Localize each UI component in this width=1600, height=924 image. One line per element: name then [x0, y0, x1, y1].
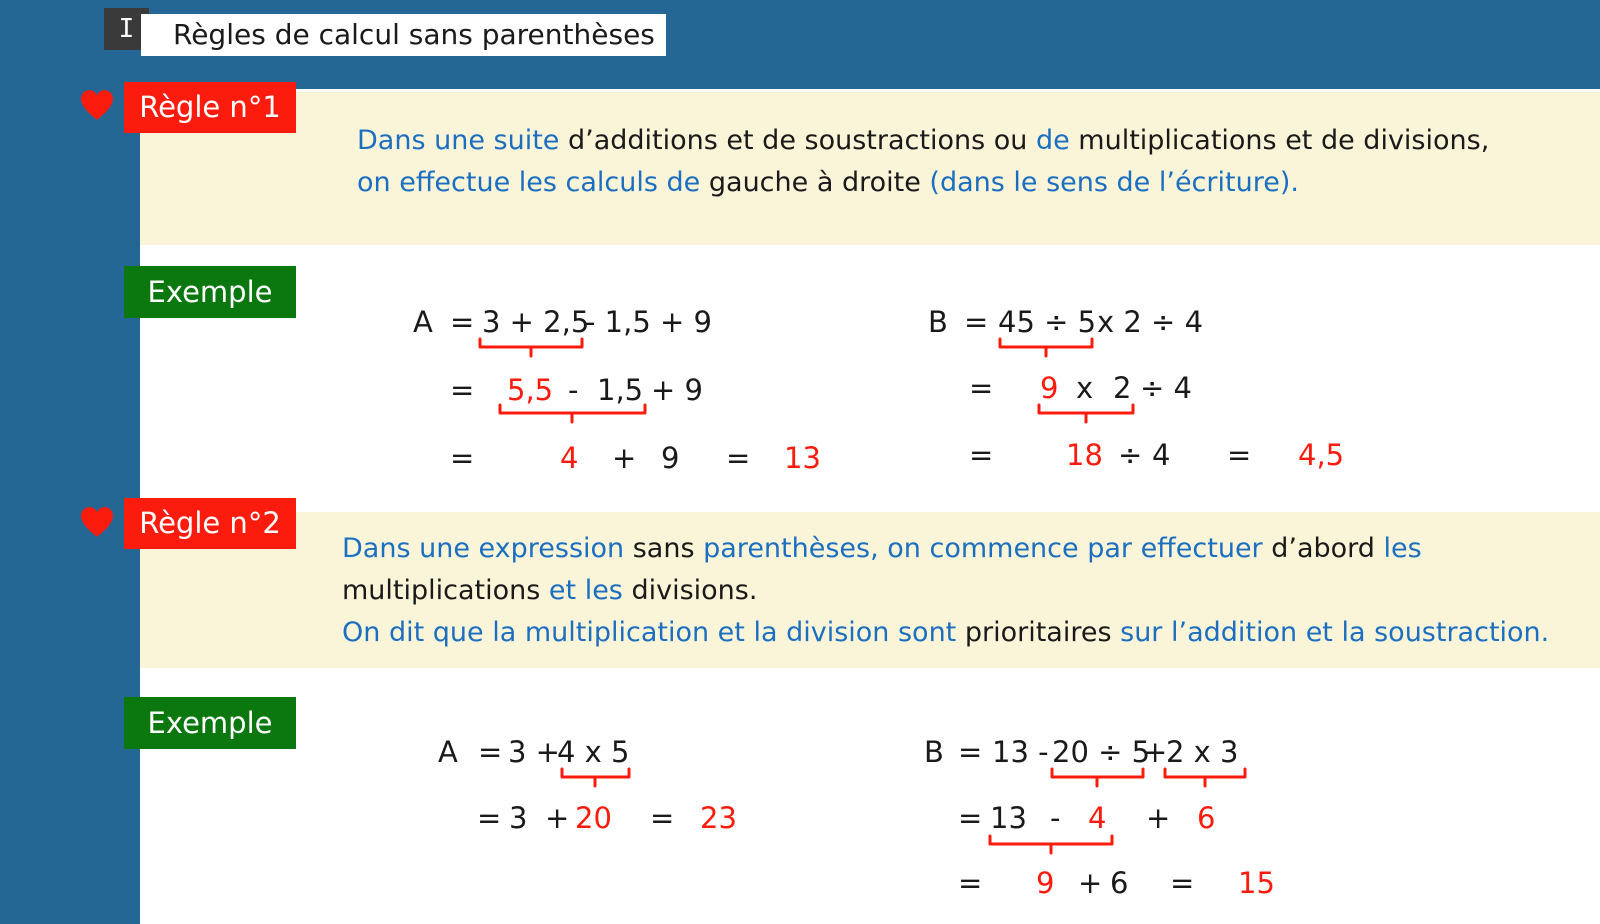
rule-text-run: divisions.: [631, 575, 758, 606]
rule-text-run: prioritaires: [956, 617, 1121, 648]
brace-icon: [1039, 405, 1133, 422]
rule-text-run: on effectue les calculs de: [357, 167, 701, 198]
ex2-b-name: B: [924, 735, 944, 769]
rule-text-run: d’additions et de soustractions ou: [559, 125, 1036, 156]
ex1-b-res1: 9: [1040, 371, 1059, 405]
ex2-a-eq: =: [478, 735, 503, 769]
ex2-b-plus: +: [1143, 735, 1168, 769]
rule-text-run: Dans une expression: [342, 533, 625, 564]
ex1-a-plus: +: [612, 441, 637, 475]
ex2-a-plus: +: [545, 801, 570, 835]
ex1-a-eq: =: [450, 305, 475, 339]
rule-text-run: gauche à droite: [700, 167, 930, 198]
ex1-a-name: A: [413, 305, 433, 339]
ex2-b-eq4: =: [1170, 866, 1195, 900]
rule-text-run: On dit que la multiplication et la division sont: [342, 617, 957, 648]
ex1-a-rest1: - 1,5 + 9: [585, 305, 712, 339]
ex2-b-res1: 4: [1088, 801, 1107, 835]
left-margin-band: [0, 0, 140, 924]
ex1-a-val: 1,5: [597, 373, 644, 407]
brace-icon: [1052, 769, 1143, 786]
ex1-b-name: B: [928, 305, 948, 339]
ex2-b-term2: 20 ÷ 5: [1052, 735, 1151, 769]
ex1-a-nine: 9: [661, 441, 680, 475]
rule-text-run: Dans une suite: [357, 125, 560, 156]
ex2-b-eq3: =: [958, 866, 983, 900]
brace-icon: [990, 836, 1112, 853]
ex1-b-eq: =: [964, 305, 989, 339]
brace-icon: [480, 339, 582, 356]
ex2-b-eq: =: [958, 735, 983, 769]
rule-text-run: de: [1035, 125, 1070, 156]
ex1-b-term1: 45 ÷ 5: [998, 305, 1097, 339]
rule-text-run: (dans le sens de l’écriture).: [929, 167, 1299, 198]
section-number: I: [104, 8, 149, 50]
ex2-b-minus: -: [1050, 801, 1061, 835]
rule-text-run: parenthèses, on commence par effectuer: [703, 533, 1263, 564]
brace-icon: [1000, 339, 1092, 356]
ex2-a-eq2: =: [477, 801, 502, 835]
section-title: Règles de calcul sans parenthèses: [141, 14, 666, 56]
ex1-a-minus: -: [568, 373, 579, 407]
ex2-b-res3: 9: [1036, 866, 1055, 900]
ex2-b-term1: 13 -: [992, 735, 1049, 769]
ex2-a-result: 23: [700, 801, 737, 835]
rule-text-run: multiplications: [342, 575, 541, 606]
ex2-b-term3: 2 x 3: [1166, 735, 1239, 769]
example1-label: Exemple: [124, 266, 296, 318]
ex2-a-three: 3: [509, 801, 528, 835]
rule-text-run: et les: [540, 575, 632, 606]
ex1-a-eq4: =: [726, 441, 751, 475]
ex1-a-term1: 3 + 2,5: [482, 305, 590, 339]
rule2-label: Règle n°2: [124, 498, 296, 549]
ex1-b-times: x: [1076, 371, 1094, 405]
ex1-a-rest2: + 9: [651, 373, 703, 407]
rule2-text: [342, 528, 1582, 654]
ex2-b-plus3: +: [1078, 866, 1103, 900]
ex2-b-result: 15: [1238, 866, 1275, 900]
ex2-b-res2: 6: [1197, 801, 1216, 835]
ex2-a-term2: 4 x 5: [557, 735, 630, 769]
ex1-b-four: 4: [1152, 438, 1171, 472]
ex1-b-eq2: =: [969, 371, 994, 405]
ex2-b-six: 6: [1110, 866, 1129, 900]
rule1-text: [357, 120, 1577, 204]
ex1-a-result: 13: [784, 441, 821, 475]
ex2-b-thirteen: 13: [990, 801, 1027, 835]
ex1-b-result: 4,5: [1298, 438, 1345, 472]
ex2-a-eq3: =: [650, 801, 675, 835]
rule-text-run: d’abord: [1262, 533, 1384, 564]
ex1-a-res2: 4: [560, 441, 579, 475]
ex1-b-rest2: ÷ 4: [1140, 371, 1192, 405]
ex1-b-rest1: x 2 ÷ 4: [1097, 305, 1204, 339]
rule-text-run: les: [1383, 533, 1422, 564]
rule-text-run: sur l’addition et la soustraction.: [1120, 617, 1550, 648]
ex1-a-res1: 5,5: [507, 373, 554, 407]
rule-text-run: sans: [624, 533, 704, 564]
ex1-b-div: ÷: [1118, 438, 1143, 472]
example2-label: Exemple: [124, 697, 296, 749]
ex1-b-eq3: =: [969, 438, 994, 472]
rule-text-run: multiplications et de divisions,: [1069, 125, 1490, 156]
brace-icon: [1165, 769, 1245, 786]
rule1-label: Règle n°1: [124, 82, 296, 133]
ex1-b-two: 2: [1113, 371, 1132, 405]
heart-icon: [80, 89, 114, 123]
ex1-a-eq2: =: [450, 373, 475, 407]
brace-icon: [562, 769, 629, 786]
ex2-a-term1: 3 +: [508, 735, 560, 769]
ex2-b-eq2: =: [958, 801, 983, 835]
ex1-a-eq3: =: [450, 441, 475, 475]
heart-icon: [80, 506, 114, 540]
ex1-b-eq4: =: [1227, 438, 1252, 472]
ex1-b-res2: 18: [1066, 438, 1103, 472]
ex2-a-res1: 20: [575, 801, 612, 835]
ex2-a-name: A: [438, 735, 458, 769]
ex2-b-plus2: +: [1146, 801, 1171, 835]
